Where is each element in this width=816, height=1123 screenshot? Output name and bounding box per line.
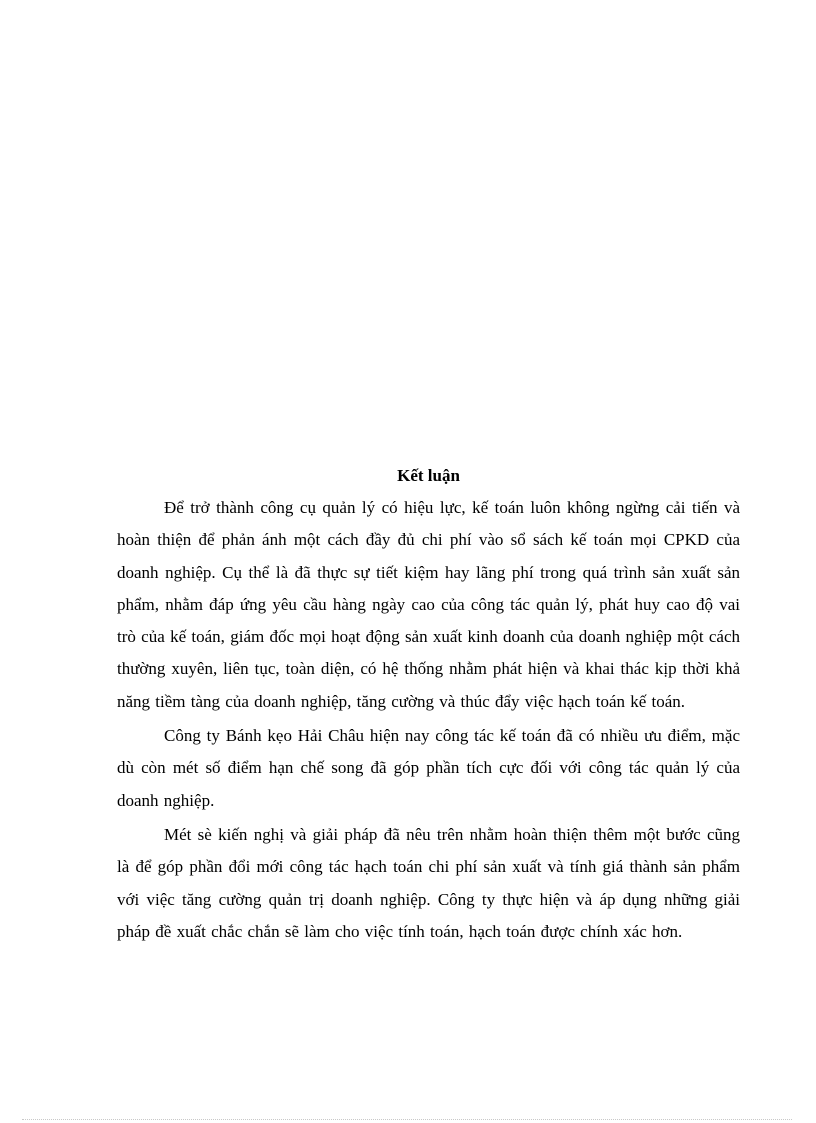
- paragraph-3: Mét sè kiến nghị và giải pháp đã nêu trên nhằm hoàn thiện thêm một bước cũng là để góp phần đổi mới công tác hạch toán chi phí sản xuất và tính giá thành sản phẩm với việc tăng cường quản trị doanh nghiệp. Công ty thực hiện và áp dụng những giải pháp đề xuất chắc chắn sẽ làm cho việc tính toán, hạch toán được chính xác hơn.: [117, 824, 740, 941]
- paragraph-1: Để trở thành công cụ quản lý có hiệu lực, kế toán luôn không ngừng cải tiến và hoàn thiện để phản ánh một cách đầy đủ chi phí vào sổ sách kế toán mọi CPKD của doanh nghiệp. Cụ thể là đã thực sự tiết kiệm hay lãng phí trong quá trình sản xuất sản phẩm, nhằm đáp ứng yêu cầu hàng ngày cao của công tác quản lý, phát huy cao độ vai trò của kế toán, giám đốc mọi hoạt động sản xuất kinh doanh của doanh nghiệp một cách thường xuyên, liên tục, toàn diện, có hệ thống nhằm phát hiện và khai thác kịp thời khả năng tiềm tàng của doanh nghiệp, tăng cường và thúc đẩy việc hạch toán kế toán.: [117, 498, 740, 711]
- page-bottom-dotted-rule: [22, 1119, 792, 1120]
- page-title: Kết luận: [397, 466, 460, 485]
- paragraph-2: Công ty Bánh kẹo Hải Châu hiện nay công tác kế toán đã có nhiều ưu điểm, mặc dù còn mét số điểm hạn chế song đã góp phần tích cực đối với công tác quản lý của doanh nghiệp.: [117, 726, 740, 810]
- document-body: [117, 462, 740, 950]
